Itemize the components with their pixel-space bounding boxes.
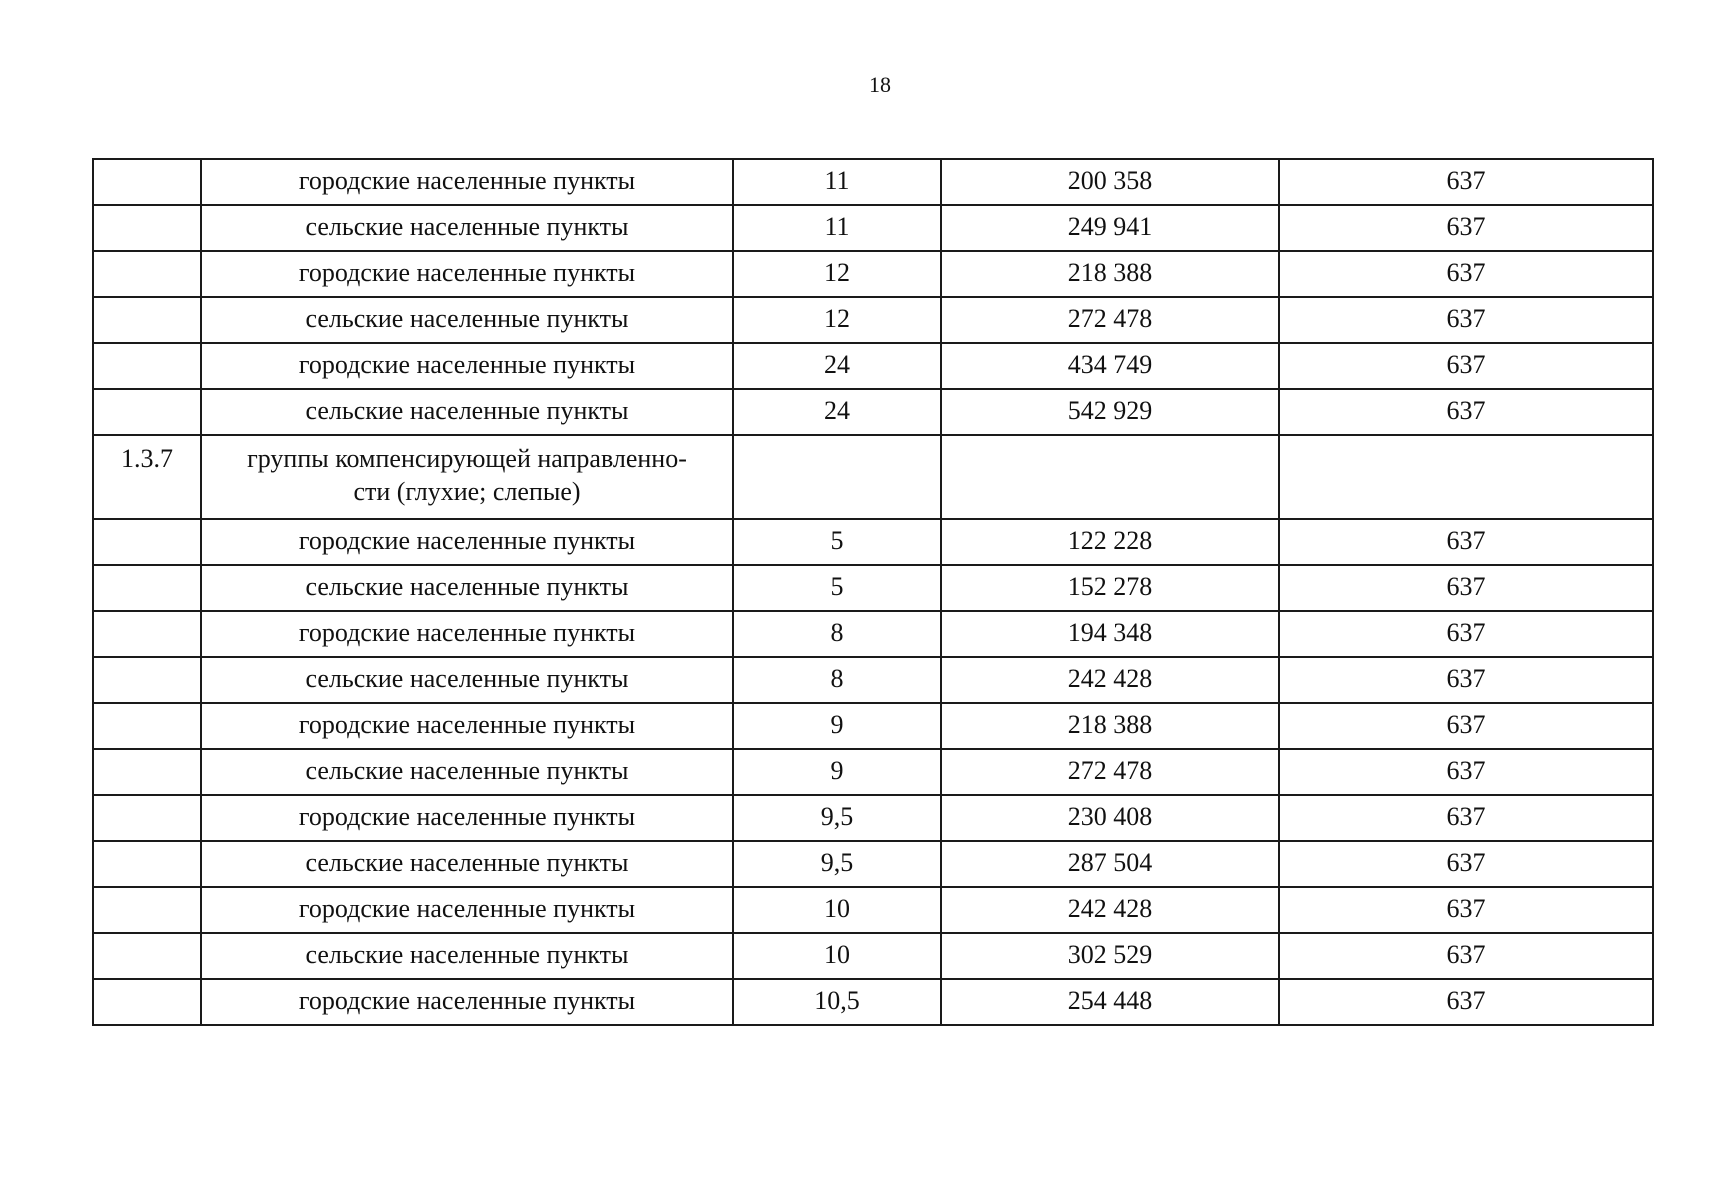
table-row [93,565,1653,611]
value-b-cell: 249 941 [941,205,1279,251]
value-a-cell: 8 [733,611,941,657]
value-c-cell: 637 [1279,159,1653,205]
value-b-cell: 194 348 [941,611,1279,657]
value-a-cell: 11 [733,205,941,251]
value-a-cell: 10 [733,887,941,933]
value-b-cell: 218 388 [941,703,1279,749]
row-number-cell [93,979,201,1025]
settlement-type-cell: городские населенные пункты [201,159,733,205]
row-number-cell [93,611,201,657]
value-c-cell: 637 [1279,841,1653,887]
value-a-cell: 24 [733,343,941,389]
table-row [93,887,1653,933]
settlement-type-cell: городские населенные пункты [201,519,733,565]
table-row [93,657,1653,703]
row-number-cell [93,887,201,933]
row-number-cell [93,343,201,389]
section-cell-empty [733,435,941,519]
value-a-cell: 12 [733,251,941,297]
value-a-cell: 12 [733,297,941,343]
value-c-cell: 637 [1279,795,1653,841]
row-number-cell [93,749,201,795]
table-row [93,205,1653,251]
section-number: 1.3.7 [93,435,201,519]
value-a-cell: 9 [733,703,941,749]
value-b-cell: 218 388 [941,251,1279,297]
section-title [201,435,733,519]
section-cell-empty [1279,435,1653,519]
table-row [93,703,1653,749]
data-table [92,158,1654,1026]
table-row [93,343,1653,389]
section-title-line-2: сти (глухие; слепые) [353,477,581,506]
table-row [93,795,1653,841]
settlement-type-cell: сельские населенные пункты [201,749,733,795]
row-number-cell [93,159,201,205]
table-body-top [93,159,1653,435]
value-a-cell: 11 [733,159,941,205]
row-number-cell [93,205,201,251]
row-number-cell [93,657,201,703]
table-row [93,933,1653,979]
row-number-cell [93,389,201,435]
value-b-cell: 230 408 [941,795,1279,841]
settlement-type-cell: сельские населенные пункты [201,933,733,979]
settlement-type-cell: городские населенные пункты [201,979,733,1025]
table-row [93,251,1653,297]
value-c-cell: 637 [1279,933,1653,979]
settlement-type-cell: городские населенные пункты [201,251,733,297]
value-c-cell: 637 [1279,611,1653,657]
value-c-cell: 637 [1279,251,1653,297]
value-c-cell: 637 [1279,979,1653,1025]
value-c-cell: 637 [1279,343,1653,389]
row-number-cell [93,565,201,611]
value-b-cell: 287 504 [941,841,1279,887]
row-number-cell [93,519,201,565]
row-number-cell [93,703,201,749]
settlement-type-cell: городские населенные пункты [201,887,733,933]
value-a-cell: 8 [733,657,941,703]
row-number-cell [93,841,201,887]
row-number-cell [93,795,201,841]
value-c-cell: 637 [1279,703,1653,749]
value-b-cell: 200 358 [941,159,1279,205]
value-b-cell: 122 228 [941,519,1279,565]
table-body-bottom [93,519,1653,1025]
value-b-cell: 434 749 [941,343,1279,389]
table-row [93,389,1653,435]
settlement-type-cell: сельские населенные пункты [201,205,733,251]
value-a-cell: 10 [733,933,941,979]
value-b-cell: 254 448 [941,979,1279,1025]
row-number-cell [93,251,201,297]
table-row [93,841,1653,887]
value-a-cell: 24 [733,389,941,435]
table-row [93,159,1653,205]
settlement-type-cell: сельские населенные пункты [201,565,733,611]
settlement-type-cell: городские населенные пункты [201,343,733,389]
value-b-cell: 242 428 [941,887,1279,933]
value-c-cell: 637 [1279,519,1653,565]
settlement-type-cell: сельские населенные пункты [201,841,733,887]
value-a-cell: 5 [733,565,941,611]
section-title-line-1: группы компенсирующей направленно- [247,444,687,473]
table-section [93,435,1653,519]
table-row [93,611,1653,657]
table-row [93,297,1653,343]
settlement-type-cell: сельские населенные пункты [201,657,733,703]
value-c-cell: 637 [1279,297,1653,343]
value-b-cell: 272 478 [941,749,1279,795]
value-c-cell: 637 [1279,389,1653,435]
value-a-cell: 9,5 [733,795,941,841]
settlement-type-cell: сельские населенные пункты [201,389,733,435]
row-number-cell [93,933,201,979]
row-number-cell [93,297,201,343]
value-a-cell: 5 [733,519,941,565]
section-cell-empty [941,435,1279,519]
value-a-cell: 10,5 [733,979,941,1025]
value-c-cell: 637 [1279,205,1653,251]
settlement-type-cell: сельские населенные пункты [201,297,733,343]
page-number: 18 [869,72,891,97]
value-c-cell: 637 [1279,565,1653,611]
value-c-cell: 637 [1279,657,1653,703]
value-b-cell: 152 278 [941,565,1279,611]
settlement-type-cell: городские населенные пункты [201,611,733,657]
settlement-type-cell: городские населенные пункты [201,795,733,841]
table-row [93,749,1653,795]
value-b-cell: 302 529 [941,933,1279,979]
section-row [93,435,1653,519]
value-a-cell: 9,5 [733,841,941,887]
value-b-cell: 242 428 [941,657,1279,703]
value-b-cell: 272 478 [941,297,1279,343]
table-row [93,979,1653,1025]
settlement-type-cell: городские населенные пункты [201,703,733,749]
table-row [93,519,1653,565]
value-c-cell: 637 [1279,749,1653,795]
value-a-cell: 9 [733,749,941,795]
value-c-cell: 637 [1279,887,1653,933]
value-b-cell: 542 929 [941,389,1279,435]
